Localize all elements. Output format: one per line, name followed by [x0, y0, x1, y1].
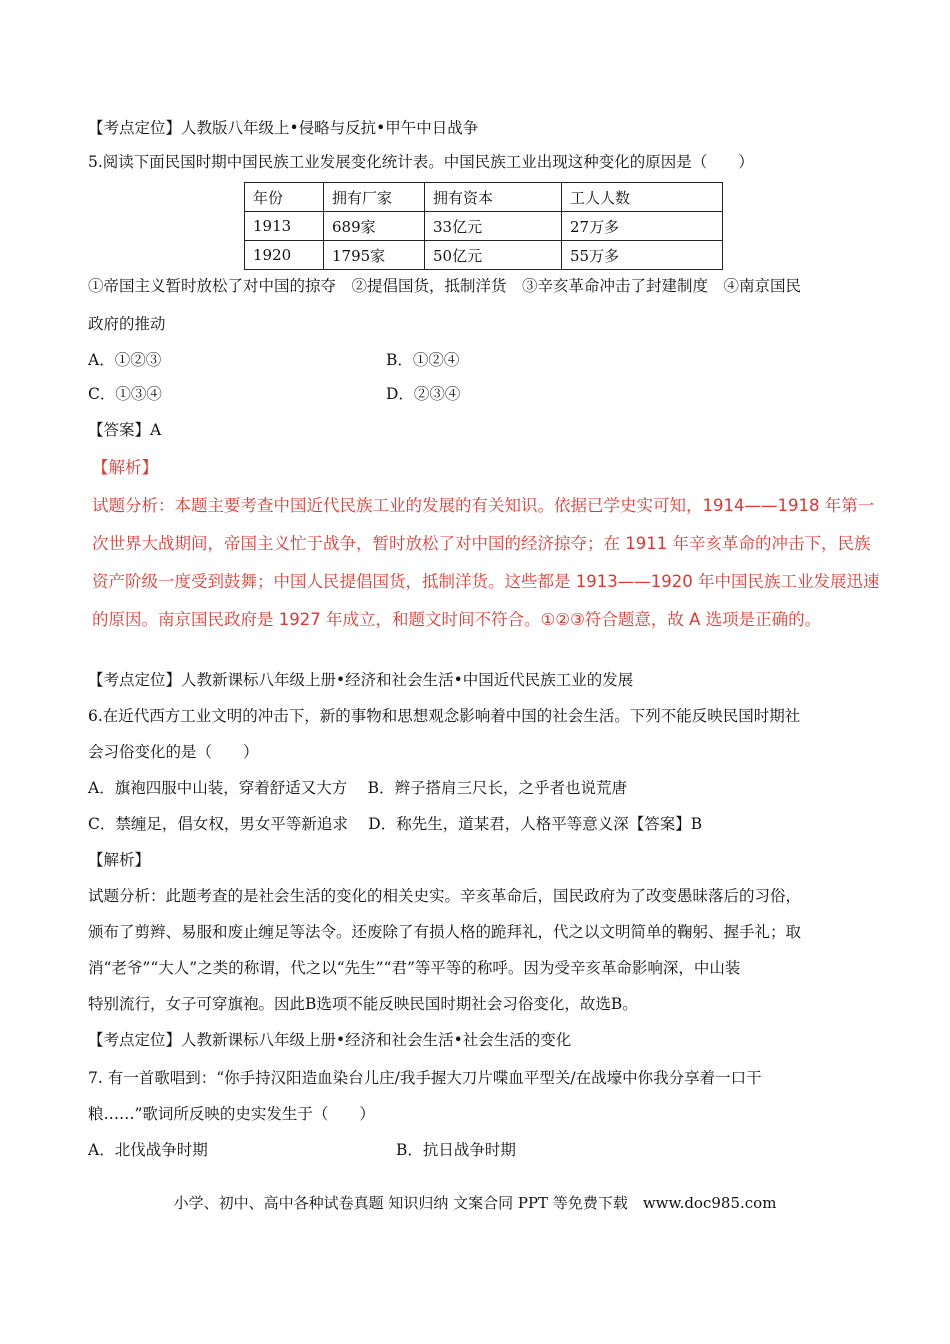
- table-cell: 1920: [245, 241, 324, 270]
- question-6-line1: 6.在近代西方工业文明的冲击下，新的事物和思想观念影响着中国的社会生活。下列不能反映民国时期社: [88, 707, 801, 725]
- q6-analysis-title: 【解析】: [88, 851, 151, 869]
- q6-analysis-line: 消“老爷”“大人”之类的称谓，代之以“先生”“君”等平等的称呼。因为受辛亥革命影响深，中山装: [88, 959, 741, 977]
- q7-option-a: A．北伐战争时期: [88, 1141, 208, 1159]
- q5-option-a: A．①②③: [88, 351, 162, 369]
- question-7-line2: 粮……”歌词所反映的史实发生于（ ）: [88, 1105, 375, 1123]
- question-6-line2: 会习俗变化的是（ ）: [88, 743, 259, 761]
- question-5: 5.阅读下面民国时期中国民族工业发展变化统计表。中国民族工业出现这种变化的原因是（ ）: [88, 153, 754, 171]
- q5-analysis-line: 资产阶级一度受到鼓舞；中国人民提倡国货，抵制洋货。这些都是 1913——1920 年中国民族工业发展迅速: [92, 572, 880, 591]
- q5-statements-line2: 政府的推动: [88, 315, 166, 333]
- q6-options-line2: C．禁缠足，倡女权，男女平等新追求 D．称先生，道某君，人格平等意义深【答案】B: [88, 815, 703, 833]
- kaodian-q5: 【考点定位】人教新课标八年级上册•经济和社会生活•中国近代民族工业的发展: [88, 671, 634, 689]
- q7-option-b: B．抗日战争时期: [396, 1141, 516, 1159]
- table-cell: 33亿元: [425, 212, 562, 241]
- industry-stats-table: [244, 182, 723, 270]
- table-cell: 1795家: [324, 241, 425, 270]
- q6-analysis-line: 特别流行，女子可穿旗袍。因此B选项不能反映民国时期社会习俗变化，故选B。: [88, 995, 638, 1013]
- table-cell: 55万多: [562, 241, 723, 270]
- table-cell: 27万多: [562, 212, 723, 241]
- q6-analysis-line: 颁布了剪辫、易服和废止缠足等法令。还废除了有损人格的跪拜礼，代之以文明简单的鞠躬、握手礼；取: [88, 923, 802, 941]
- q6-options-line1: A．旗袍四服中山装，穿着舒适又大方 B．辫子搭肩三尺长，之乎者也说荒唐: [88, 779, 628, 797]
- table-cell: 689家: [324, 212, 425, 241]
- q5-analysis-line: 试题分析：本题主要考查中国近代民族工业的发展的有关知识。依据已学史实可知，1914——1918 年第一: [92, 496, 875, 515]
- q5-answer: 【答案】A: [88, 421, 162, 439]
- table-cell: 1913: [245, 212, 324, 241]
- kaodian-q4: 【考点定位】人教版八年级上•侵略与反抗•甲午中日战争: [88, 119, 479, 137]
- q5-option-b: B．①②④: [386, 351, 460, 369]
- table-cell: 50亿元: [425, 241, 562, 270]
- kaodian-q6: 【考点定位】人教新课标八年级上册•经济和社会生活•社会生活的变化: [88, 1031, 572, 1049]
- table-header-cell: 工人人数: [562, 183, 723, 212]
- table-header-row: [245, 183, 723, 212]
- table-header-cell: 拥有资本: [425, 183, 562, 212]
- question-7-line1: 7. 有一首歌唱到：“你手持汉阳造血染台儿庄/我手握大刀片喋血平型关/在战壕中你我分享着一口干: [88, 1069, 762, 1087]
- table-header-cell: 年份: [245, 183, 324, 212]
- q5-statements-line1: ①帝国主义暂时放松了对中国的掠夺 ②提倡国货，抵制洋货 ③辛亥革命冲击了封建制度 ④南京国民: [88, 277, 802, 295]
- q5-option-d: D．②③④: [386, 385, 461, 403]
- table-row: [245, 241, 723, 270]
- page-footer: 小学、初中、高中各种试卷真题 知识归纳 文案合同 PPT 等免费下载 www.doc985.com: [173, 1194, 777, 1212]
- q5-analysis-line: 的原因。南京国民政府是 1927 年成立，和题文时间不符合。①②③符合题意，故 A 选项是正确的。: [92, 610, 822, 629]
- table-header-cell: 拥有厂家: [324, 183, 425, 212]
- q5-analysis-line: 次世界大战期间，帝国主义忙于战争，暂时放松了对中国的经济掠夺；在 1911 年辛亥革命的冲击下，民族: [92, 534, 871, 553]
- q5-analysis-title: 【解析】: [92, 458, 158, 477]
- q6-analysis-line: 试题分析：此题考查的是社会生活的变化的相关史实。辛亥革命后，国民政府为了改变愚昧落后的习俗，: [88, 887, 802, 905]
- table-row: [245, 212, 723, 241]
- q5-option-c: C．①③④: [88, 385, 162, 403]
